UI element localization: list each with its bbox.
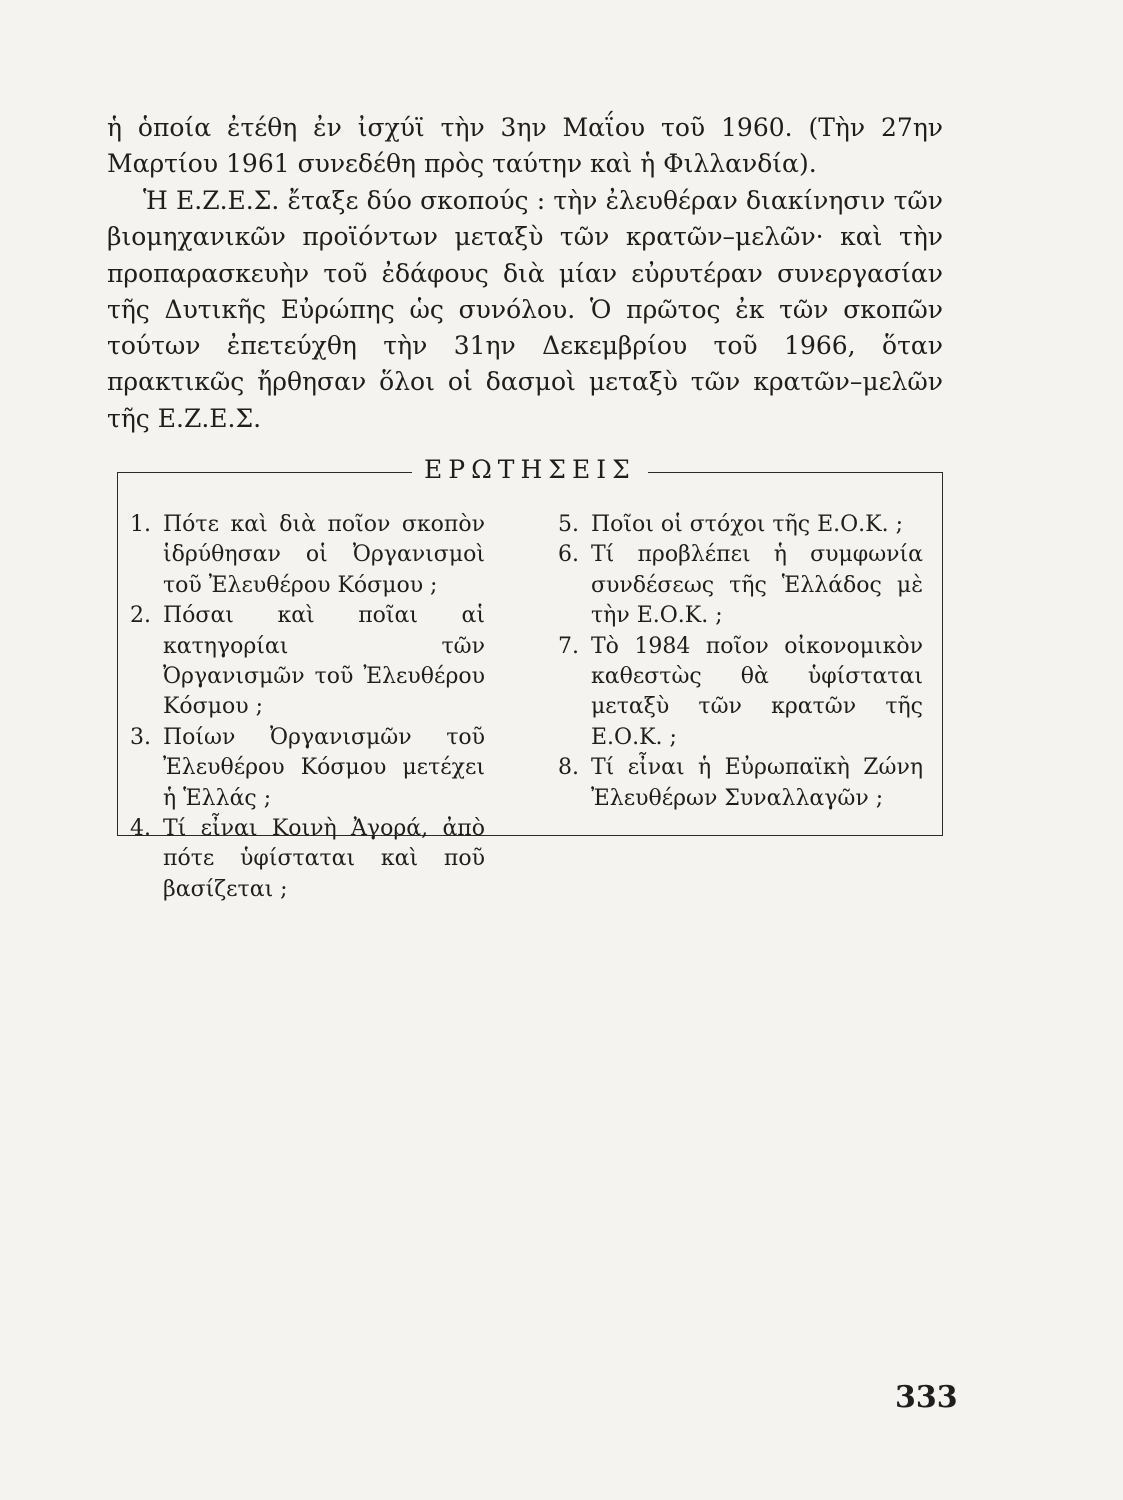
- question-1: [130, 510, 485, 601]
- question-6: [558, 540, 923, 631]
- question-number: 4.: [130, 816, 151, 842]
- question-number: 5.: [558, 512, 579, 537]
- question-number: 1.: [130, 512, 151, 537]
- question-number: 2.: [130, 603, 151, 629]
- question-text: Πόσαι καὶ ποῖαι αἱ κατηγορίαι τῶν Ὀργανισμῶν τοῦ Ἐλευθέρου Κόσμου ;: [163, 603, 485, 720]
- questions-left-column: [130, 510, 485, 905]
- question-5: [558, 510, 923, 540]
- question-text: Τί προβλέπει ἡ συμφωνία συνδέσεως τῆς Ἑλλάδος μὲ τὴν Ε.Ο.Κ. ;: [591, 542, 923, 629]
- questions-title: ΕΡΩΤΗΣΕΙΣ: [412, 455, 648, 485]
- question-text: Τί εἶναι Κοινὴ Ἀγορά, ἀπὸ πότε ὑφίσταται καὶ ποῦ βασίζεται ;: [163, 816, 485, 902]
- question-8: [558, 753, 923, 814]
- question-text: Τί εἶναι ἡ Εὐρωπαϊκὴ Ζώνη Ἐλευθέρων Συναλλαγῶν ;: [591, 755, 923, 811]
- question-number: 8.: [558, 755, 579, 781]
- question-2: [130, 601, 485, 723]
- question-text: Ποῖοι οἱ στόχοι τῆς Ε.Ο.Κ. ;: [591, 512, 903, 537]
- question-text: Ποίων Ὀργανισμῶν τοῦ Ἐλευθέρου Κόσμου μετέχει ἡ Ἑλλάς ;: [163, 724, 485, 811]
- paragraph-1: ἡ ὁποία ἐτέθη ἐν ἰσχύϊ τὴν 3ην Μαΐου τοῦ 1960. (Τὴν 27ην Μαρτίου 1961 συνεδέθη πρὸς ταύτην καὶ ἡ Φιλλανδία).: [107, 113, 943, 179]
- question-text: Τὸ 1984 ποῖον οἰκονομικὸν καθεστὼς θὰ ὑφίσταται μεταξὺ τῶν κρατῶν τῆς Ε.Ο.Κ. ;: [591, 633, 923, 750]
- question-text: Πότε καὶ διὰ ποῖον σκοπὸν ἱδρύθησαν οἱ Ὀργανισμοὶ τοῦ Ἐλευθέρου Κόσμου ;: [163, 512, 485, 598]
- question-number: 6.: [558, 542, 579, 568]
- question-4: [130, 814, 485, 905]
- question-number: 3.: [130, 724, 151, 750]
- paragraph-2: Ἡ Ε.Ζ.Ε.Σ. ἔταξε δύο σκοπούς : τὴν ἐλευθέραν διακίνησιν τῶν βιομηχανικῶν προϊόντων μεταξὺ τῶν κρατῶν–μελῶν· καὶ τὴν προπαρασκευὴν τοῦ ἐδάφους διὰ μίαν εὐρυτέραν συνεργασίαν τῆς Δυτικῆς Εὐρώπης ὡς συνόλου. Ὁ πρῶτος ἐκ τῶν σκοπῶν τούτων ἐπετεύχθη τὴν 31ην Δεκεμβρίου τοῦ 1966, ὅταν πρακτικῶς ἤρθησαν ὅλοι οἱ δασμοὶ μεταξὺ τῶν κρατῶν–μελῶν τῆς Ε.Ζ.Ε.Σ.: [107, 186, 943, 433]
- question-number: 7.: [558, 633, 579, 659]
- question-7: [558, 632, 923, 754]
- question-3: [130, 723, 485, 814]
- questions-right-column: [558, 510, 923, 814]
- page-number: 333: [895, 1380, 958, 1415]
